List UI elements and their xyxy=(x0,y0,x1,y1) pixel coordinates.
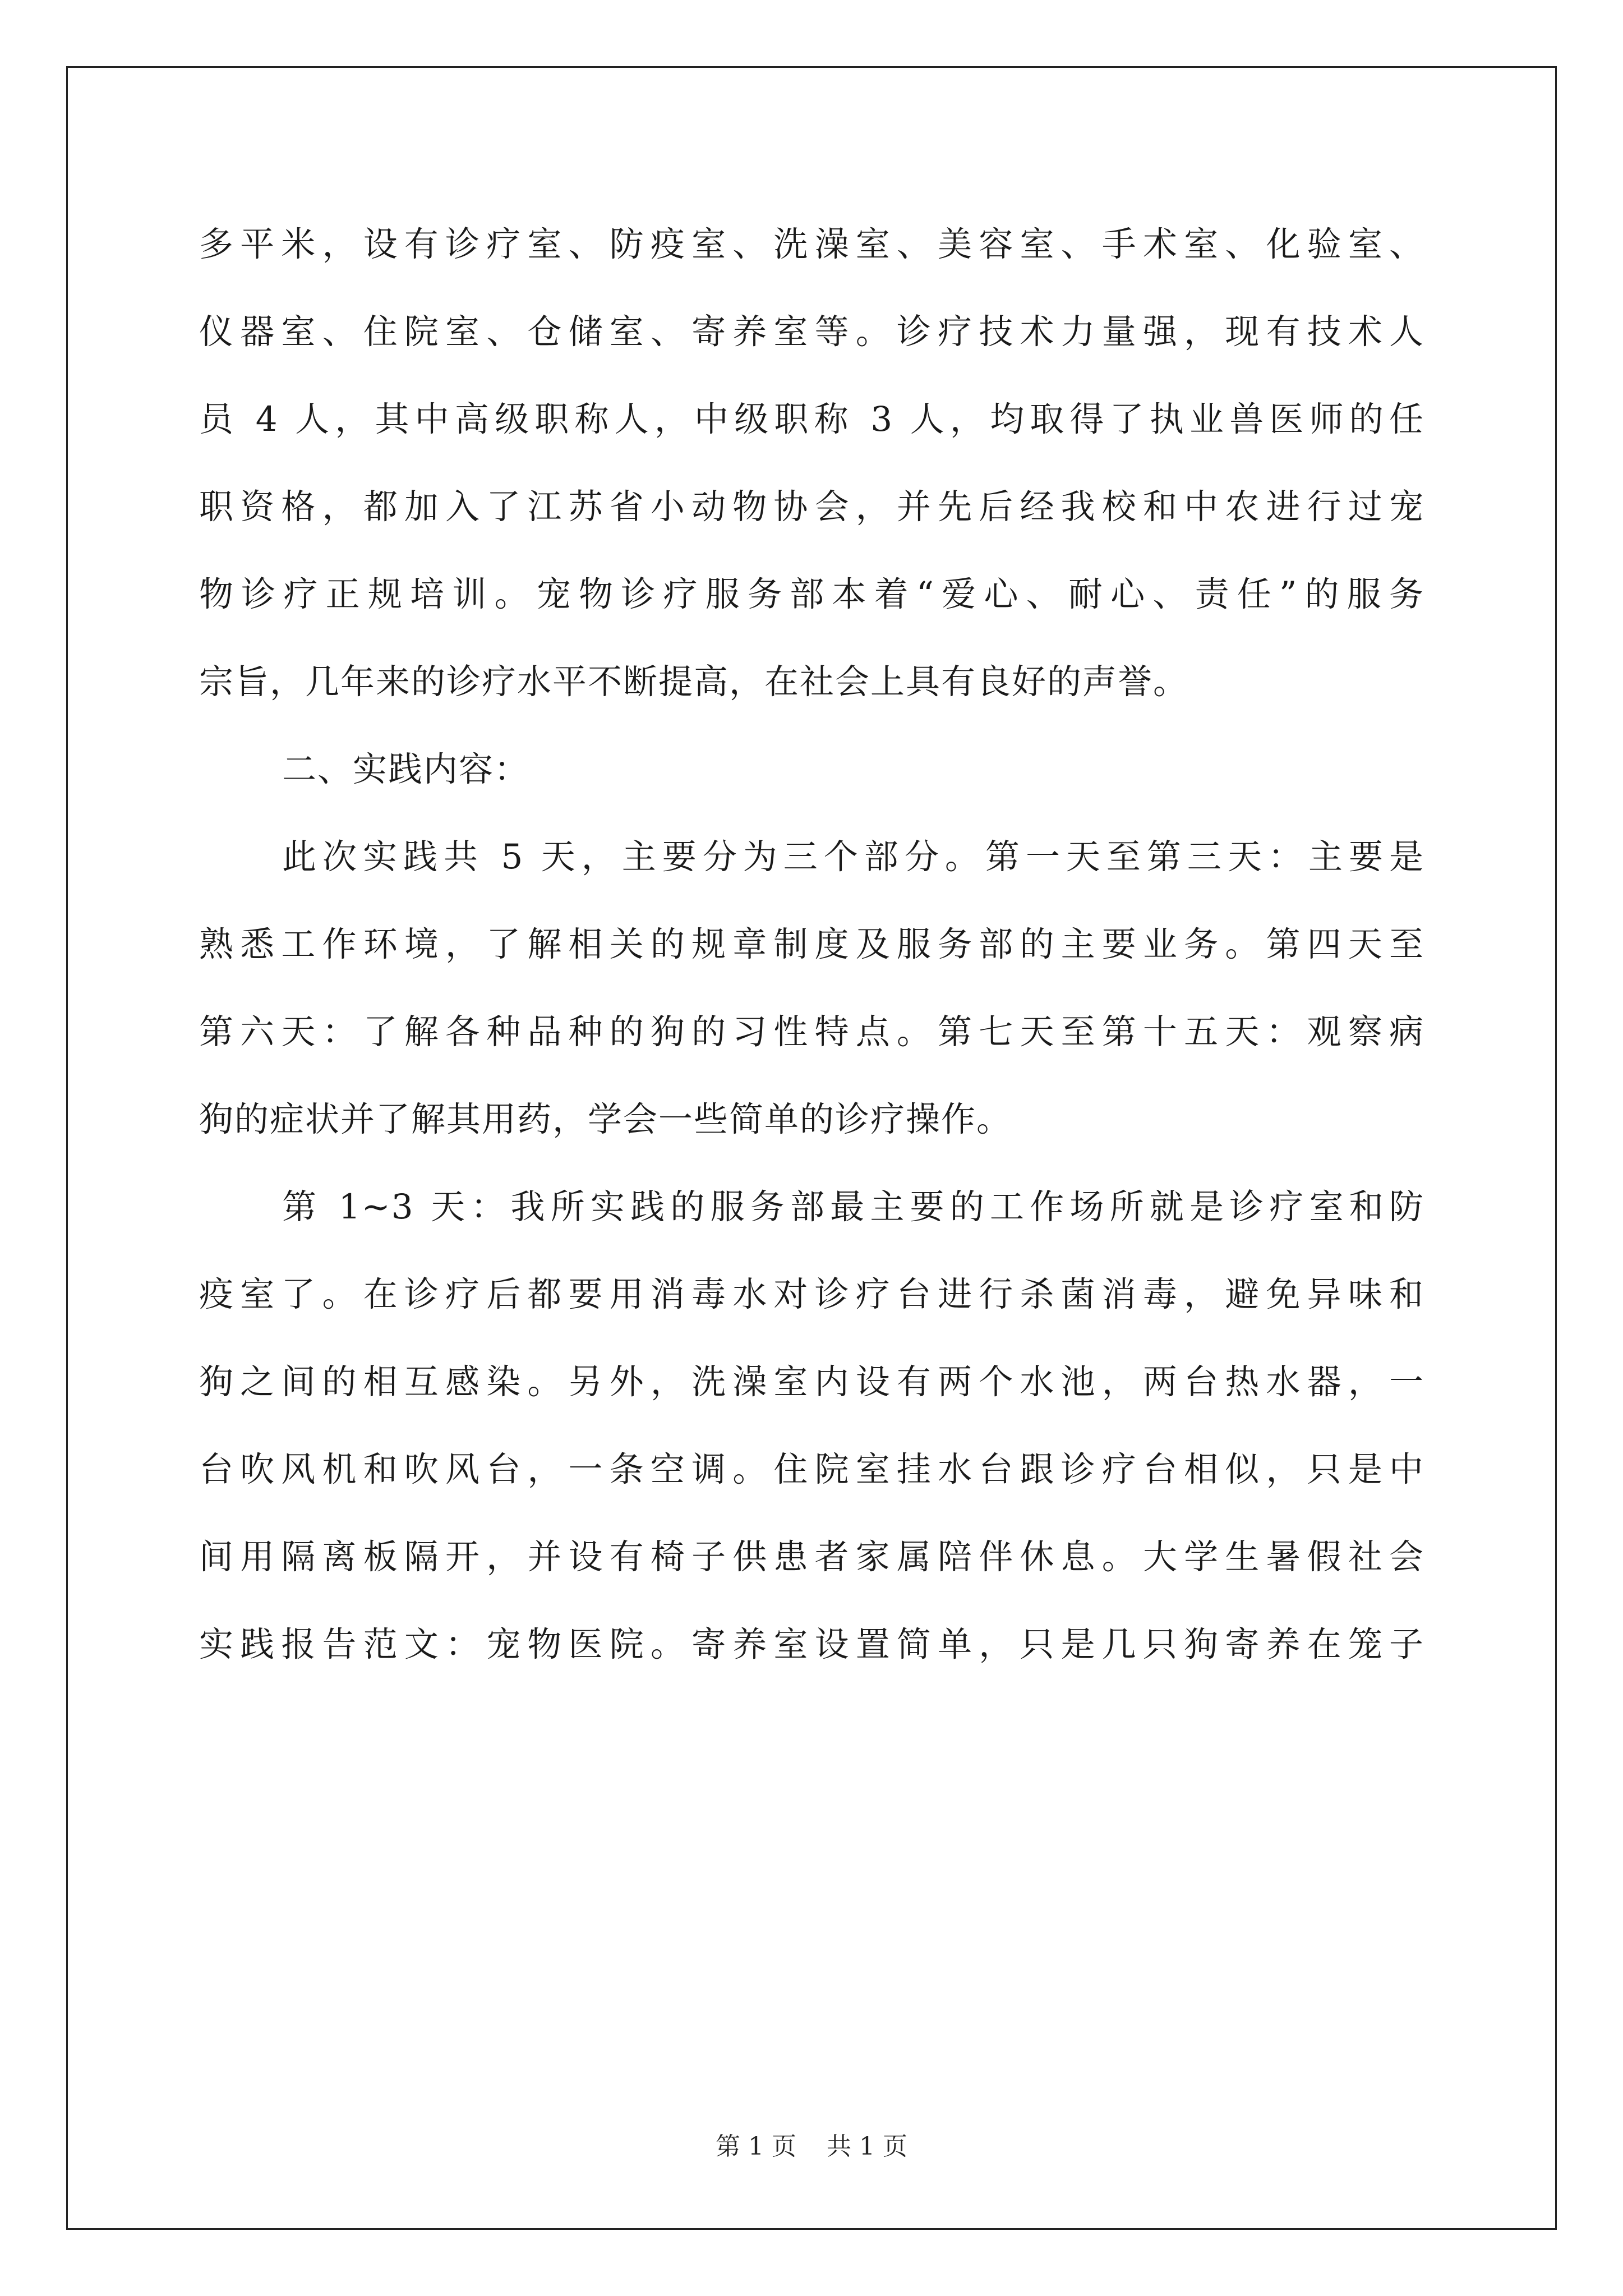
document-body xyxy=(199,201,1424,1688)
text-line-4: 职资格，都加入了江苏省小动物协会，并先后经我校和中农进行过宠 xyxy=(199,487,1424,527)
text-line-12: 第 1~3 天：我所实践的服务部最主要的工作场所就是诊疗室和防 xyxy=(282,1187,1424,1227)
text-line-2: 仪器室、住院室、仓储室、寄养室等。诊疗技术力量强，现有技术人 xyxy=(199,312,1424,352)
page-footer xyxy=(0,2126,1623,2162)
text-line-5: 物诊疗正规培训。宠物诊疗服务部本着“爱心、耐心、责任”的服务 xyxy=(199,574,1424,614)
page-number: 第 1 页 xyxy=(716,2132,796,2161)
text-line-6: 宗旨，几年来的诊疗水平不断提高，在社会上具有良好的声誉。 xyxy=(199,662,1189,702)
text-line-8: 此次实践共 5 天，主要分为三个部分。第一天至第三天：主要是 xyxy=(282,837,1424,877)
text-line-16: 间用隔离板隔开，并设有椅子供患者家属陪伴休息。大学生暑假社会 xyxy=(199,1537,1424,1577)
text-line-14: 狗之间的相互感染。另外，洗澡室内设有两个水池，两台热水器，一 xyxy=(199,1362,1424,1402)
text-line-17: 实践报告范文：宠物医院。寄养室设置简单，只是几只狗寄养在笼子 xyxy=(199,1625,1424,1664)
text-line-11: 狗的症状并了解其用药，学会一些简单的诊疗操作。 xyxy=(199,1099,1012,1139)
text-line-10: 第六天：了解各种品种的狗的习性特点。第七天至第十五天：观察病 xyxy=(199,1012,1424,1052)
text-line-3: 员 4 人，其中高级职称人，中级职称 3 人，均取得了执业兽医师的任 xyxy=(199,399,1424,439)
page-total: 共 1 页 xyxy=(827,2132,907,2161)
text-line-15: 台吹风机和吹风台，一条空调。住院室挂水台跟诊疗台相似，只是中 xyxy=(199,1450,1424,1489)
text-line-9: 熟悉工作环境，了解相关的规章制度及服务部的主要业务。第四天至 xyxy=(199,924,1424,964)
section-heading-practice-content: 二、实践内容： xyxy=(282,749,530,789)
text-line-1: 多平米，设有诊疗室、防疫室、洗澡室、美容室、手术室、化验室、 xyxy=(199,224,1424,264)
text-line-13: 疫室了。在诊疗后都要用消毒水对诊疗台进行杀菌消毒，避免异味和 xyxy=(199,1274,1424,1314)
